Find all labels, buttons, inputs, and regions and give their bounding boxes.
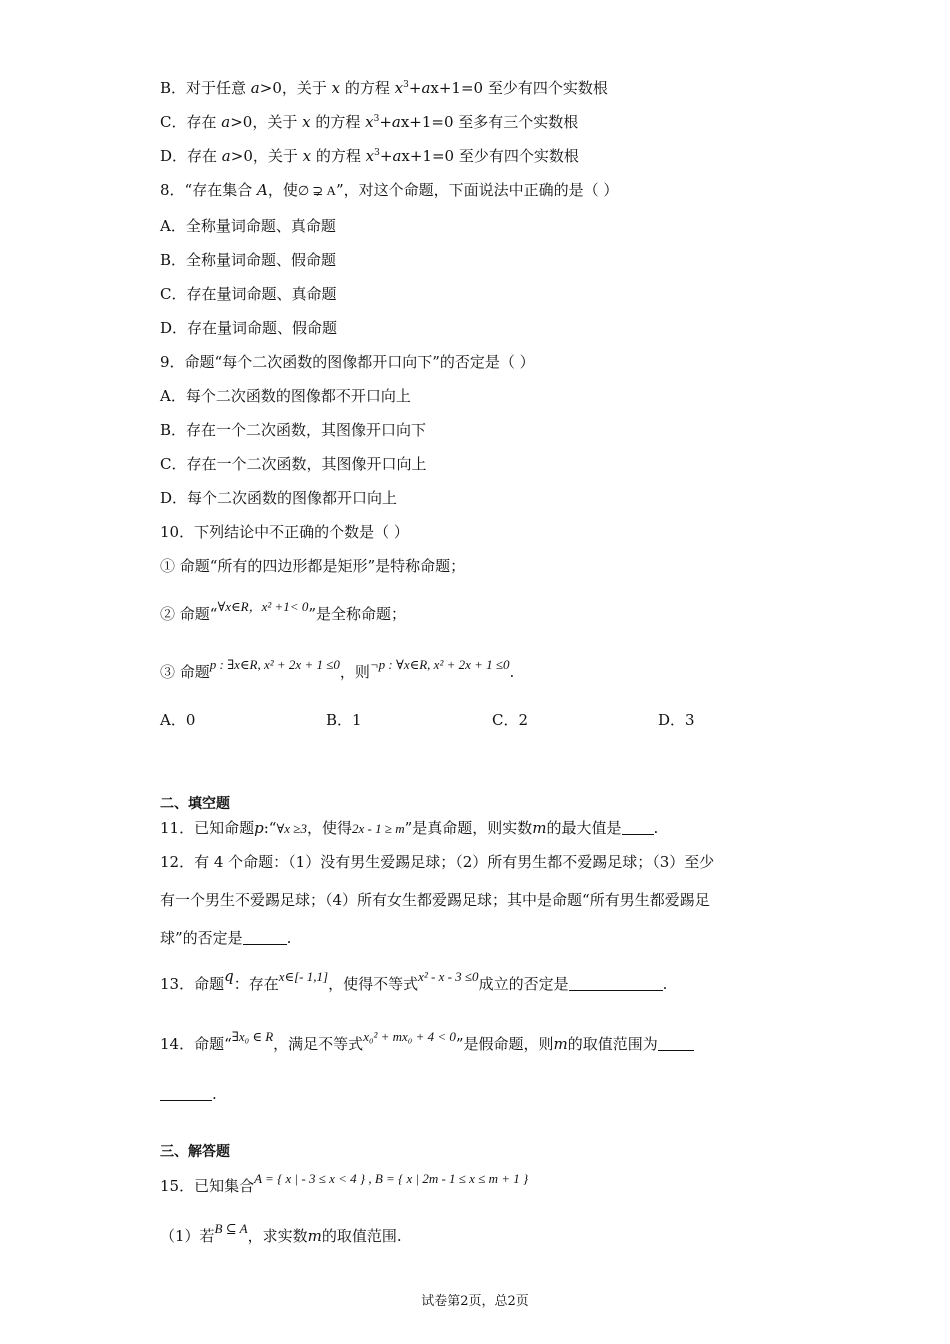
q9-option-b: B．存在一个二次函数，其图像开口向下 <box>160 421 427 439</box>
q10-option-a: A．0 <box>160 711 196 729</box>
q10-stem: 10．下列结论中不正确的个数是（ ） <box>160 523 409 541</box>
q12-line-1: 12．有 4 个命题：（1）没有男生爱踢足球；（2）所有男生都不爱踢足球；（3）至少 <box>160 853 715 871</box>
q7-option-b: B．对于任意 a>0，关于 x 的方程 $x^3+ax+1=0$ 至少有四个实数根 <box>160 79 608 97</box>
q10-s3-formula-not-p: ¬p : ∀x∈R, x² + 2x + 1 ≤0 <box>369 657 510 672</box>
var-a: a <box>250 79 260 97</box>
q14-continued: . <box>160 1084 217 1104</box>
q10-statement-2: ② 命题“∀x∈R，x² +1< 0”是全称命题； <box>160 599 407 623</box>
q7-option-d: D．存在 a>0，关于 x 的方程 $x^3+ax+1=0$ 至少有四个实数根 <box>160 147 579 165</box>
section-3-title: 三、解答题 <box>160 1144 230 1160</box>
q10-option-b: B．1 <box>326 711 362 729</box>
q9-stem: 9．命题“每个二次函数的图像都开口向下”的否定是（ ） <box>160 353 535 371</box>
q8-option-d: D．存在量词命题、假命题 <box>160 319 338 337</box>
q12-line-2: 有一个男生不爱踢足球；（4）所有女生都爱踢足球；其中是命题“所有男生都爱踢足 <box>160 891 710 909</box>
q8-option-c: C．存在量词命题、真命题 <box>160 285 337 303</box>
q14: 14．命题“∃x₀ ∈ R，满足不等式x₀² + mx₀ + 4 < 0”是假命题，则m的取值范围为 <box>160 1034 694 1055</box>
q10-option-c: C．2 <box>492 711 529 729</box>
q10-s2-formula: ∀x∈R，x² +1< 0 <box>217 599 309 614</box>
q12-line-3: 球”的否定是 . <box>160 929 292 947</box>
answer-blank <box>569 976 663 991</box>
q15-part-1: （1）若B ⊆ A，求实数m的取值范围. <box>160 1221 402 1245</box>
q10-option-d: D．3 <box>658 711 695 729</box>
var-x: x <box>331 79 341 97</box>
q7-option-c: C．存在 a>0，关于 x 的方程 $x^3+ax+1=0$ 至多有三个实数根 <box>160 113 579 131</box>
q10-statement-1: ① 命题“所有的四边形都是矩形”是特称命题； <box>160 557 466 575</box>
q9-option-a: A．每个二次函数的图像都不开口向上 <box>160 387 411 405</box>
q13: 13．命题q：存在x∈[- 1,1]，使得不等式x² - x - 3 ≤0成立的否定是 . <box>160 967 668 993</box>
q15-sets-formula: A = { x | - 3 ≤ x < 4 } , B = { x | 2m - 1 ≤ x ≤ m + 1 } <box>254 1171 529 1186</box>
q8-option-b: B．全称量词命题、假命题 <box>160 251 337 269</box>
q8-option-a: A．全称量词命题、真命题 <box>160 217 336 235</box>
answer-blank <box>622 820 654 835</box>
q11: 11．已知命题p:“∀x ≥3，使得2x - 1 ≥ m”是真命题，则实数m的最大值是 . <box>160 819 659 837</box>
page-footer: 试卷第2页，总2页 <box>421 1294 529 1309</box>
q9-option-d: D．每个二次函数的图像都开口向上 <box>160 489 398 507</box>
q9-option-c: C．存在一个二次函数，其图像开口向上 <box>160 455 427 473</box>
section-2-title: 二、填空题 <box>160 796 230 812</box>
q10-s3-formula-p: p : ∃x∈R, x² + 2x + 1 ≤0 <box>209 657 340 672</box>
answer-blank <box>658 1036 694 1051</box>
answer-blank <box>160 1086 212 1101</box>
q10-statement-3: ③ 命题p : ∃x∈R, x² + 2x + 1 ≤0，则¬p : ∀x∈R, x² + 2x + 1 ≤0. <box>160 657 515 681</box>
q8-stem: 8．“存在集合 A，使∅ ⊋ A”，对这个命题，下面说法中正确的是（ ） <box>160 181 619 199</box>
answer-blank <box>243 930 287 945</box>
q15-stem: 15．已知集合A = { x | - 3 ≤ x < 4 } , B = { x | 2m - 1 ≤ x ≤ m + 1 } <box>160 1171 529 1195</box>
